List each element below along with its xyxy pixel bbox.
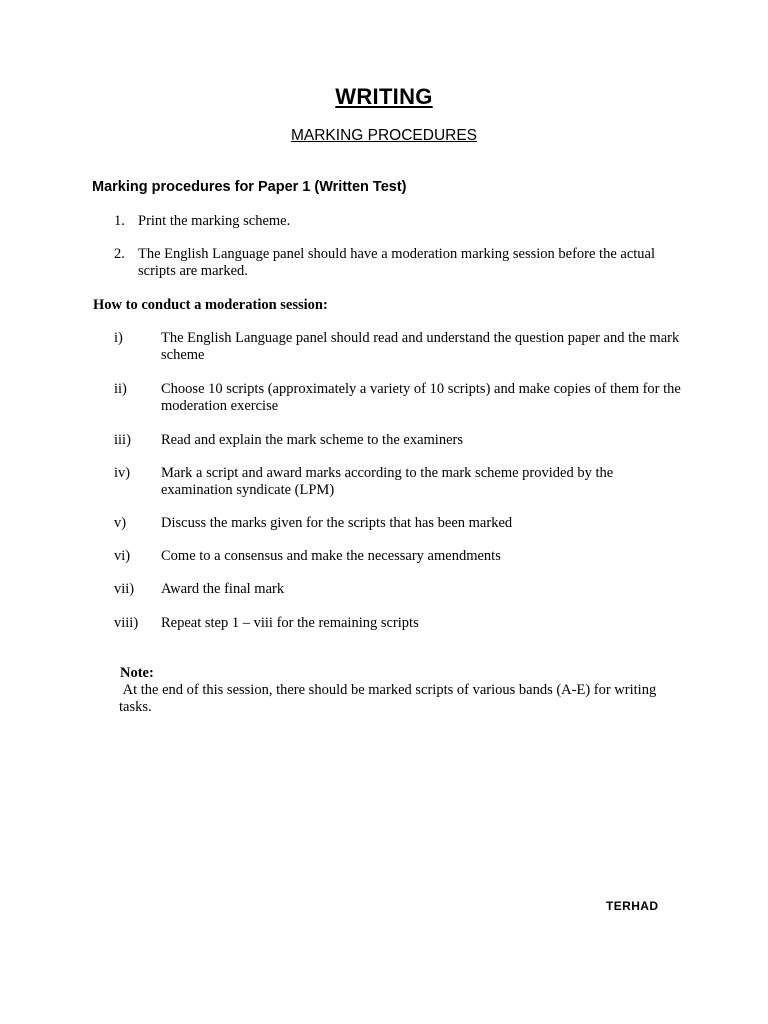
classification-label: TERHAD [606, 899, 659, 913]
item-text: Print the marking scheme. [138, 213, 291, 229]
step-text: Mark a script and award marks according to the mark scheme provided by the examination syndicate (LPM) [161, 465, 614, 498]
step-number: ii) [114, 381, 127, 397]
step-number: vii) [114, 581, 135, 597]
step-number: v) [114, 515, 127, 531]
step-text: Repeat step 1 – viii for the remaining scripts [161, 615, 419, 631]
step-text: Discuss the marks given for the scripts that has been marked [161, 515, 513, 531]
note-label: Note: [120, 665, 154, 681]
step-text: The English Language panel should read and understand the question paper and the mark scheme [161, 330, 680, 363]
moderation-heading: How to conduct a moderation session: [93, 297, 328, 313]
note-text [119, 682, 659, 716]
item-number: 1. [114, 213, 125, 229]
step-number: i) [114, 330, 123, 346]
step-number: iii) [114, 432, 131, 448]
item-number: 2. [114, 246, 125, 262]
note-body: At the end of this session, there should be marked scripts of various bands (A-E) for writing tasks. [119, 682, 657, 715]
step-number: vi) [114, 548, 131, 564]
step-text: Award the final mark [161, 581, 285, 597]
step-number: viii) [114, 615, 139, 631]
step-text: Come to a consensus and make the necessary amendments [161, 548, 501, 564]
step-number: iv) [114, 465, 131, 481]
step-text: Read and explain the mark scheme to the examiners [161, 432, 463, 448]
item-text: The English Language panel should have a moderation marking session before the actual scripts are marked. [138, 246, 656, 279]
step-text: Choose 10 scripts (approximately a variety of 10 scripts) and make copies of them for the moderation exercise [161, 381, 681, 414]
page-subtitle: MARKING PROCEDURES [290, 127, 478, 144]
section-heading: Marking procedures for Paper 1 (Written Test) [92, 179, 407, 195]
page-title: WRITING [335, 84, 433, 109]
